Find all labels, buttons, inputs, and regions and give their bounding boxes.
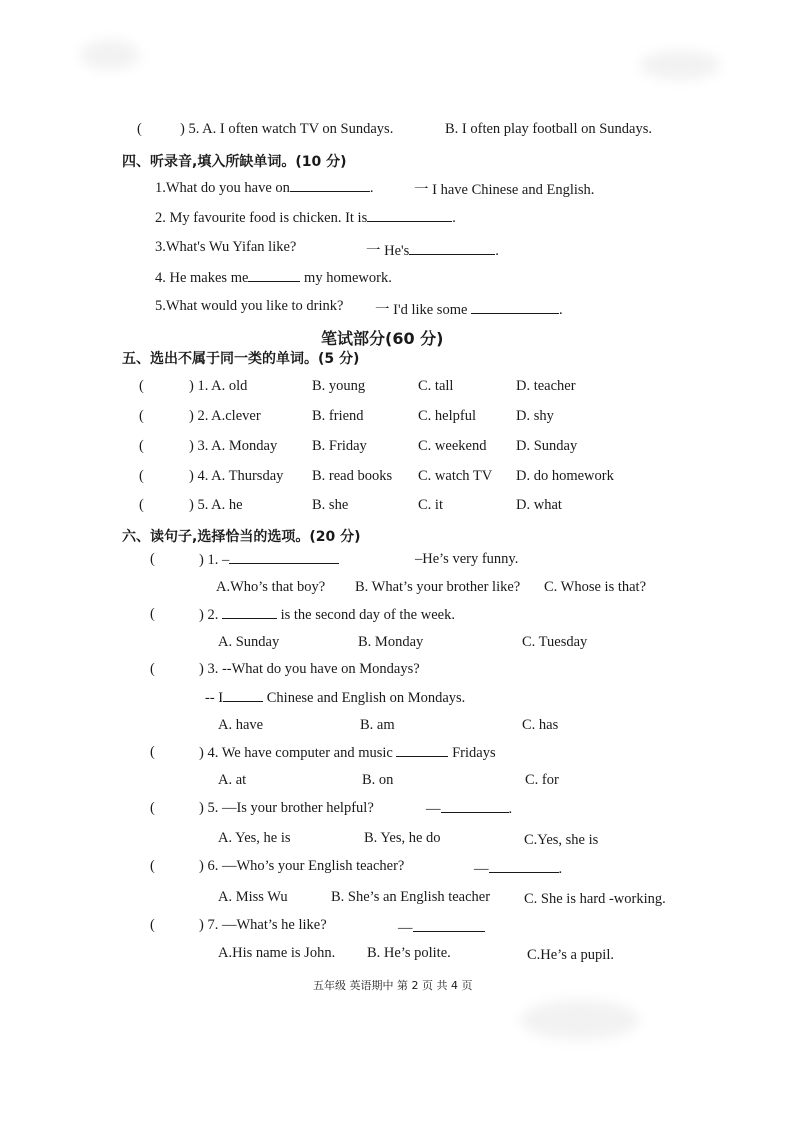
answer-blank — [223, 689, 263, 702]
section-heading: 四、听录音,填入所缺单词。(10 分) — [122, 154, 347, 170]
question-3-line2 — [205, 689, 465, 707]
scan-smudge — [80, 40, 140, 70]
question-text: ) 7. —What’s he like? — [199, 917, 327, 933]
option-b: B. am — [360, 717, 395, 733]
option-a: ) 5. A. he — [189, 497, 243, 513]
answer-paren: ( — [139, 378, 144, 394]
option-b: B. she — [312, 497, 349, 513]
answer-text: 一 I'd like some — [375, 302, 468, 318]
fill-item-1 — [155, 179, 374, 197]
fill-item-3-answer — [366, 239, 499, 260]
question-text: -- I — [205, 690, 224, 706]
question-text: . — [508, 801, 513, 817]
answer-blank — [471, 301, 559, 314]
question-7-answer — [398, 919, 485, 937]
answer-blank — [248, 269, 300, 282]
question-text: ) 5. —Is your brother helpful? — [199, 800, 374, 816]
answer-paren: ( — [150, 551, 155, 567]
option-c: C. for — [525, 772, 559, 788]
answer-paren: ( — [139, 408, 144, 424]
answer-blank — [441, 800, 509, 813]
question-text: 3.What's Wu Yifan like? — [155, 239, 297, 255]
question-text: Fridays — [452, 745, 496, 761]
question-1 — [199, 551, 339, 569]
answer-blank — [396, 744, 448, 757]
question-text: my homework. — [304, 270, 392, 286]
question-6-answer — [474, 860, 562, 878]
option-c: C.He’s a pupil. — [527, 947, 614, 963]
answer-paren: ( — [150, 858, 155, 874]
option-a: A. Sunday — [218, 634, 280, 650]
option-c: C.Yes, she is — [524, 832, 599, 848]
answer-text: . — [495, 243, 499, 259]
answer-blank — [489, 860, 559, 873]
option-b: B. friend — [312, 408, 364, 424]
dialogue-dash: — — [474, 861, 489, 877]
option-a: ) 1. A. old — [189, 378, 248, 394]
dialogue-dash: — — [398, 920, 413, 936]
answer-blank — [413, 919, 485, 932]
option-a: A. at — [218, 772, 247, 788]
written-part-title: 笔试部分(60 分) — [321, 329, 444, 348]
section-heading: 五、选出不属于同一类的单词。(5 分) — [122, 351, 360, 367]
option-b: B. What’s your brother like? — [355, 579, 521, 595]
dialogue-reply: –He’s very funny. — [415, 551, 519, 567]
option-b: B. young — [312, 378, 366, 394]
option-d: D. teacher — [516, 378, 576, 394]
fill-item-4 — [155, 269, 392, 287]
answer-paren: ( — [150, 917, 155, 933]
option-d: D. Sunday — [516, 438, 578, 454]
answer-text: 一 I have Chinese and English. — [414, 182, 595, 198]
question-4 — [199, 744, 496, 762]
option-b: B. She’s an English teacher — [331, 889, 491, 905]
option-a: A.His name is John. — [218, 945, 336, 961]
option-a: A. have — [218, 717, 264, 733]
option-c: C. Whose is that? — [544, 579, 647, 595]
scan-smudge — [640, 50, 720, 80]
option-c: C. tall — [418, 378, 454, 394]
option-c: C. Tuesday — [522, 634, 588, 650]
option-a: ) 4. A. Thursday — [189, 468, 284, 484]
answer-paren: ( — [150, 800, 155, 816]
section-heading: 六、读句子,选择恰当的选项。(20 分) — [122, 529, 361, 545]
option-d: D. shy — [516, 408, 554, 424]
option-b: B. Friday — [312, 438, 367, 454]
option-a: A. Yes, he is — [218, 830, 291, 846]
option-c: C. has — [522, 717, 559, 733]
question-text: is the second day of the week. — [280, 607, 455, 623]
question-text: ) 2. — [199, 607, 219, 623]
question-text: 5.What would you like to drink? — [155, 298, 344, 314]
answer-blank — [222, 606, 277, 619]
option-a: A.Who’s that boy? — [216, 579, 326, 595]
question-text: ) 3. --What do you have on Mondays? — [199, 661, 420, 677]
option-c: C. it — [418, 497, 443, 513]
option-b: B. Monday — [358, 634, 424, 650]
option-c: C. watch TV — [418, 468, 493, 484]
question-text: . — [369, 180, 374, 196]
dialogue-dash: — — [426, 801, 441, 817]
question-5-answer — [426, 800, 512, 818]
option-b: B. Yes, he do — [364, 830, 441, 846]
question-text: ) 5. A. I often watch TV on Sundays. — [180, 121, 394, 137]
option-a: ) 3. A. Monday — [189, 438, 278, 454]
question-text: 1.What do you have on — [155, 180, 290, 196]
option-c: C. She is hard -working. — [524, 891, 666, 907]
answer-blank — [229, 551, 339, 564]
question-text: 4. He makes me — [155, 270, 249, 286]
option-d: D. what — [516, 497, 562, 513]
answer-text: . — [559, 302, 563, 318]
answer-blank — [409, 242, 495, 255]
answer-blank — [290, 179, 370, 192]
option-c: C. weekend — [418, 438, 487, 454]
answer-blank — [367, 209, 452, 222]
answer-paren: ( — [150, 661, 155, 677]
option-a: A. Miss Wu — [218, 889, 288, 905]
answer-paren: ( — [150, 606, 155, 622]
fill-item-5-answer — [375, 298, 563, 319]
answer-paren: ( — [139, 438, 144, 454]
question-text: ) 4. We have computer and music — [199, 745, 393, 761]
question-2 — [199, 606, 455, 624]
page-footer: 五年级 英语期中 第 2 页 共 4 页 — [313, 979, 473, 992]
answer-paren: ( — [137, 121, 142, 137]
option-c: C. helpful — [418, 408, 476, 424]
answer-paren: ( — [150, 744, 155, 760]
fill-item-2 — [155, 209, 456, 227]
question-text: ) 1. – — [199, 552, 230, 568]
option-a: ) 2. A.clever — [189, 408, 261, 424]
scan-smudge — [520, 1000, 640, 1040]
question-text: . — [452, 210, 456, 226]
option-b: B. I often play football on Sundays. — [445, 121, 653, 137]
answer-text: 一 He's — [366, 243, 410, 259]
question-text: Chinese and English on Mondays. — [266, 690, 466, 706]
answer-paren: ( — [139, 468, 144, 484]
question-text: 2. My favourite food is chicken. It is — [155, 210, 368, 226]
question-text: ) 6. —Who’s your English teacher? — [199, 858, 405, 874]
question-text: . — [558, 861, 563, 877]
option-b: B. He’s polite. — [367, 945, 451, 961]
option-b: B. read books — [312, 468, 393, 484]
option-b: B. on — [362, 772, 394, 788]
option-d: D. do homework — [516, 468, 614, 484]
answer-paren: ( — [139, 497, 144, 513]
